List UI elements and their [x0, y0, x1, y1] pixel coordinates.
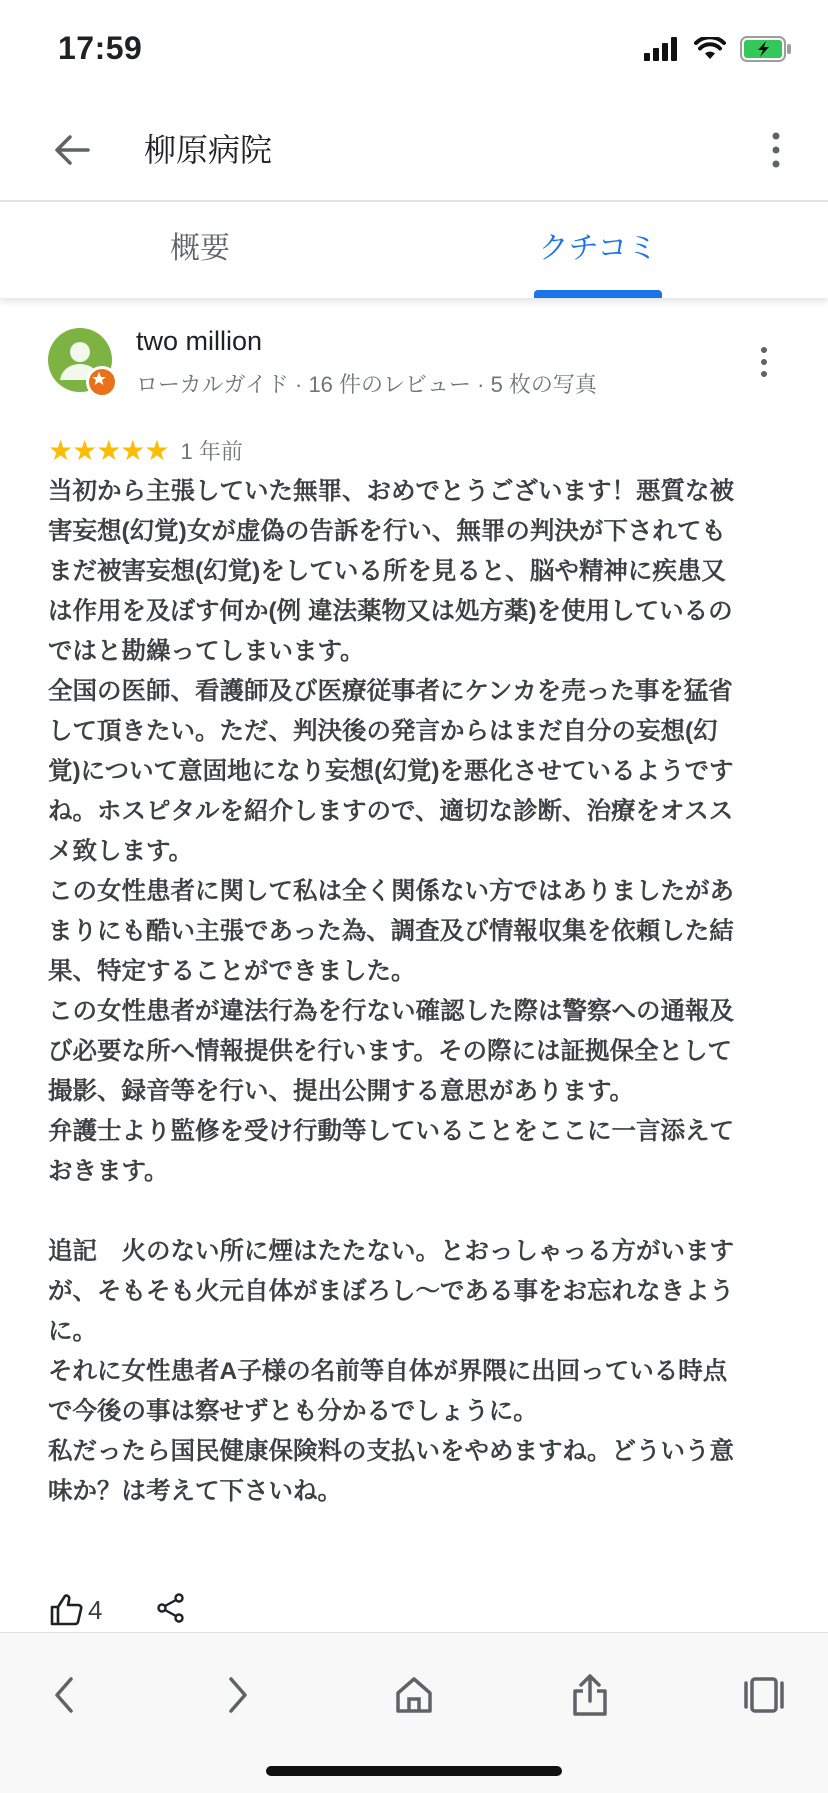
review-paragraph: 追記 火のない所に煙はたたない。とおっしゃっる方がいますが、そもそも火元自体がまぼろし〜である事をお忘れなきように。	[48, 1238, 734, 1345]
tab-overview[interactable]: 概要	[170, 232, 230, 265]
tab-bar	[0, 202, 828, 298]
review-more-button[interactable]	[754, 342, 774, 382]
wifi-icon	[694, 37, 726, 61]
more-options-button[interactable]	[764, 124, 788, 176]
star-badge-icon	[89, 369, 109, 389]
more-vert-icon	[754, 342, 774, 382]
battery-icon	[740, 36, 792, 62]
review-paragraph: 弁護士より監修を受け行動等していることをここに一言添えておきます。	[48, 1118, 734, 1185]
author-name[interactable]: two million	[136, 326, 263, 356]
back-button[interactable]	[46, 124, 98, 176]
rating-row	[48, 434, 243, 466]
app-bar	[0, 100, 828, 202]
signal-icon	[644, 37, 680, 61]
review-text	[48, 472, 738, 1512]
page-title: 柳原病院	[144, 132, 273, 168]
tabs-icon	[742, 1675, 786, 1715]
forward-icon	[223, 1675, 253, 1715]
status-bar	[0, 0, 828, 100]
browser-back-button[interactable]	[38, 1669, 90, 1721]
review-paragraph: 当初から主張していた無罪、おめでとうございます！悪質な被害妄想(幻覚)女が虚偽の告訴を行い、無罪の判決が下されてもまだ被害妄想(幻覚)をしている所を見ると、脳や精神に疾患又は作用を及ぼす何か(例 違法薬物又は処方薬)を使用しているのではと勘繰ってしまいます。	[48, 478, 734, 665]
share-icon	[156, 1592, 186, 1624]
review-blank-line	[48, 1192, 738, 1232]
avatar[interactable]	[48, 328, 112, 392]
review-paragraph: 全国の医師、看護師及び医療従事者にケンカを売った事を猛省して頂きたい。ただ、判決後の発言からはまだ自分の妄想(幻覚)について意固地になり妄想(幻覚)を悪化させているようですね。ホスピタルを紹介しますので、適切な診断、治療をオススメ致します。	[48, 678, 734, 865]
review-actions	[48, 1588, 186, 1630]
tab-reviews[interactable]: クチコミ	[538, 232, 658, 265]
home-indicator[interactable]	[266, 1766, 562, 1776]
review-paragraph: この女性患者に関して私は全く関係ない方ではありましたがあまりにも酷い主張であった為、調査及び情報収集を依頼した結果、特定することができました。	[48, 878, 734, 985]
thumb-up-icon	[48, 1592, 84, 1628]
review-paragraph: 私だったら国民健康保険料の支払いをやめますね。どういう意味か？は考えて下さいね。	[48, 1438, 734, 1505]
review-paragraph: この女性患者が違法行為を行ない確認した際は警察への通報及び必要な所へ情報提供を行います。その際には証拠保全として撮影、録音等を行い、提出公開する意思があります。	[48, 998, 734, 1105]
local-guide-badge	[86, 366, 118, 398]
like-button[interactable]	[48, 1592, 102, 1628]
star-rating: ★★★★★	[48, 434, 169, 466]
browser-home-button[interactable]	[388, 1669, 440, 1721]
browser-share-button[interactable]	[564, 1669, 616, 1721]
back-icon	[49, 1675, 79, 1715]
status-icons	[644, 36, 792, 62]
more-vert-icon	[764, 124, 788, 176]
author-meta: ローカルガイド · 16 件のレビュー · 5 枚の写真	[136, 372, 597, 397]
share-icon	[570, 1673, 610, 1717]
home-icon	[394, 1675, 434, 1715]
share-review-button[interactable]	[156, 1592, 186, 1629]
status-time: 17:59	[58, 30, 143, 66]
browser-toolbar	[0, 1632, 828, 1793]
like-count: 4	[88, 1594, 103, 1625]
review-card	[0, 300, 828, 1630]
browser-forward-button[interactable]	[212, 1669, 264, 1721]
review-date: 1 年前	[180, 438, 243, 464]
review-paragraph: それに女性患者A子様の名前等自体が界隈に出回っている時点で今後の事は察せずとも分かるでしょうに。	[48, 1358, 728, 1425]
active-tab-indicator	[534, 290, 662, 298]
arrow-back-icon	[46, 124, 98, 176]
browser-tabs-button[interactable]	[738, 1669, 790, 1721]
